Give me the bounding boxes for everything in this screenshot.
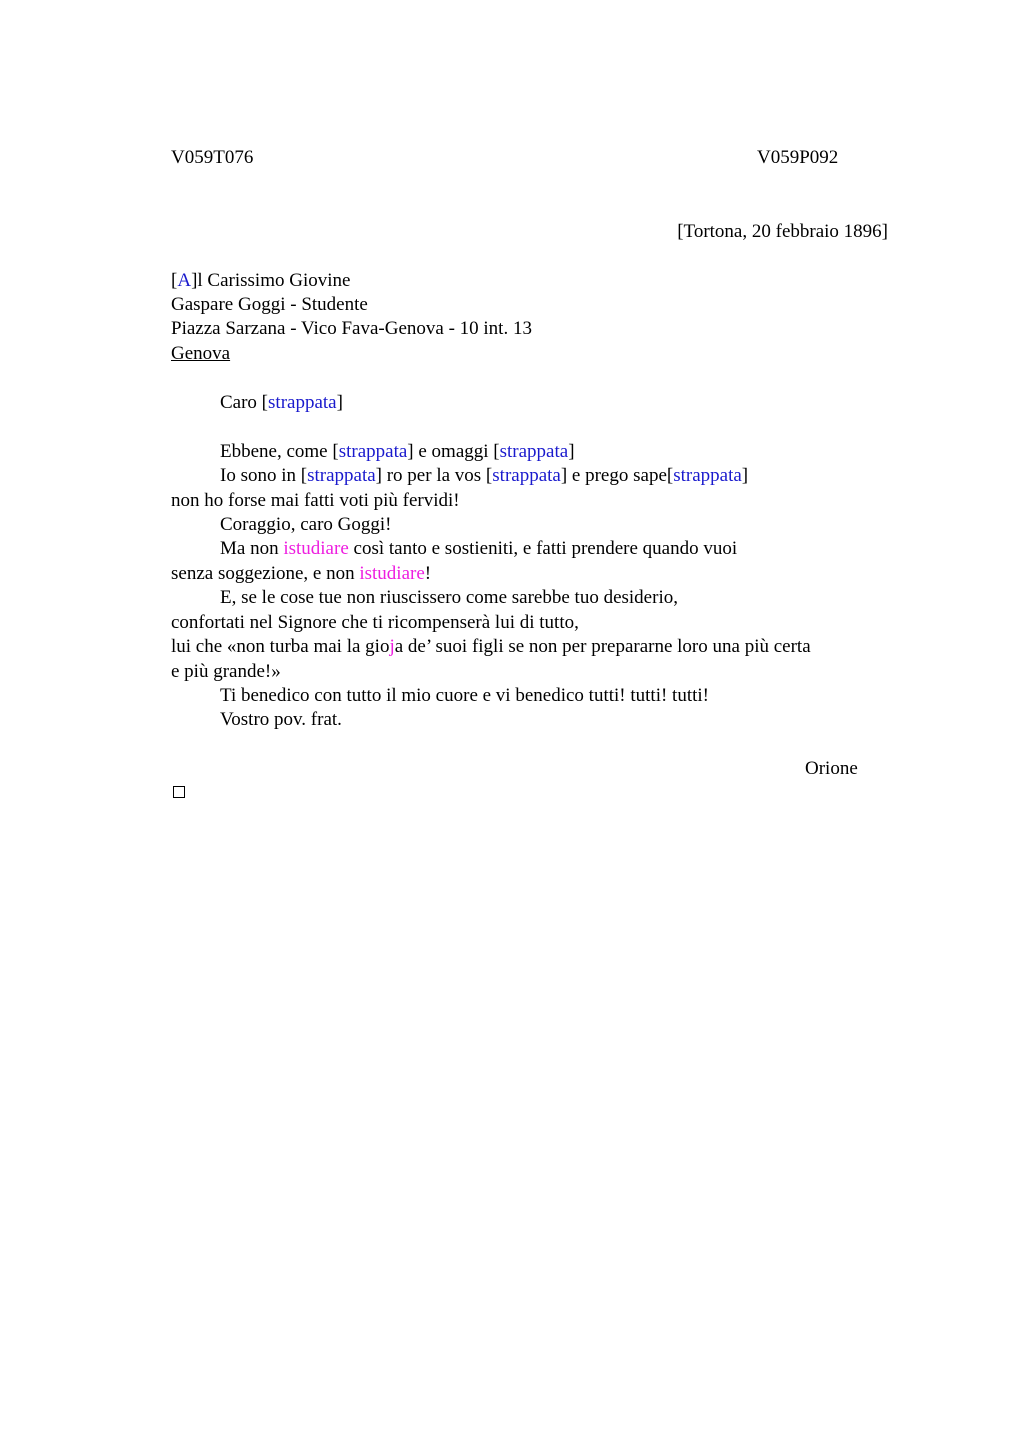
text-segment: ] ro per la vos [ — [375, 465, 493, 486]
torn-note: strappata — [492, 465, 561, 486]
page-code-right: V059P092 — [757, 147, 839, 168]
text-segment: Ebbene, come [ — [220, 441, 339, 462]
text-segment: Ma non — [220, 538, 284, 559]
bracket-close: ] — [336, 392, 343, 413]
body-line-10: e più grande!» — [171, 661, 281, 682]
address-city: Genova — [171, 343, 231, 364]
signature: Orione — [805, 758, 858, 779]
body-line-3: non ho forse mai fatti voti più fervidi! — [171, 490, 460, 511]
body-line-1 — [220, 440, 575, 464]
end-marker-box-icon — [173, 786, 185, 798]
torn-note: strappata — [499, 441, 569, 462]
salutation — [220, 391, 343, 415]
document-code-left: V059T076 — [171, 147, 254, 168]
text-segment: Io sono in [ — [220, 465, 308, 486]
torn-note: strappata — [268, 392, 337, 413]
torn-note: strappata — [338, 441, 408, 462]
variant-letter: j — [389, 636, 395, 657]
body-line-6 — [171, 562, 431, 586]
dateline: [Tortona, 20 febbraio 1896] — [677, 221, 888, 242]
body-line-9 — [171, 635, 811, 659]
text-segment: senza soggezione, e non — [171, 563, 360, 584]
torn-note: strappata — [673, 465, 742, 486]
address-line-1 — [171, 269, 350, 293]
editorial-letter: A — [177, 270, 192, 291]
salutation-text: Caro [ — [220, 392, 269, 413]
body-line-5 — [220, 537, 737, 561]
text-segment: lui che «non turba mai la gio — [171, 636, 390, 657]
text-segment: ] — [568, 441, 575, 462]
address-line-2: Gaspare Goggi - Studente — [171, 294, 368, 315]
text-segment: così tanto e sostieniti, e fatti prendere quando vuoi — [348, 538, 738, 559]
text-segment: a de’ suoi figli se non per prepararne loro una più certa — [394, 636, 811, 657]
variant-word: istudiare — [283, 538, 349, 559]
body-line-2 — [220, 464, 748, 488]
text-segment: ] e prego sape[ — [560, 465, 674, 486]
text-segment: ] e omaggi [ — [407, 441, 500, 462]
bracket-open: [ — [171, 270, 178, 291]
body-line-4: Coraggio, caro Goggi! — [220, 514, 392, 535]
address-line-1-text: ]l Carissimo Giovine — [191, 270, 351, 291]
address-line-3: Piazza Sarzana - Vico Fava-Genova - 10 int. 13 — [171, 318, 532, 339]
text-segment: ] — [741, 465, 749, 486]
torn-note: strappata — [307, 465, 376, 486]
body-line-7: E, se le cose tue non riuscissero come sarebbe tuo desiderio, — [220, 587, 678, 608]
body-line-8: confortati nel Signore che ti ricompenserà lui di tutto, — [171, 612, 579, 633]
closing-line: Vostro pov. frat. — [220, 709, 342, 730]
text-segment: ! — [424, 563, 432, 584]
variant-word: istudiare — [359, 563, 425, 584]
body-line-11: Ti benedico con tutto il mio cuore e vi benedico tutti! tutti! tutti! — [220, 685, 709, 706]
